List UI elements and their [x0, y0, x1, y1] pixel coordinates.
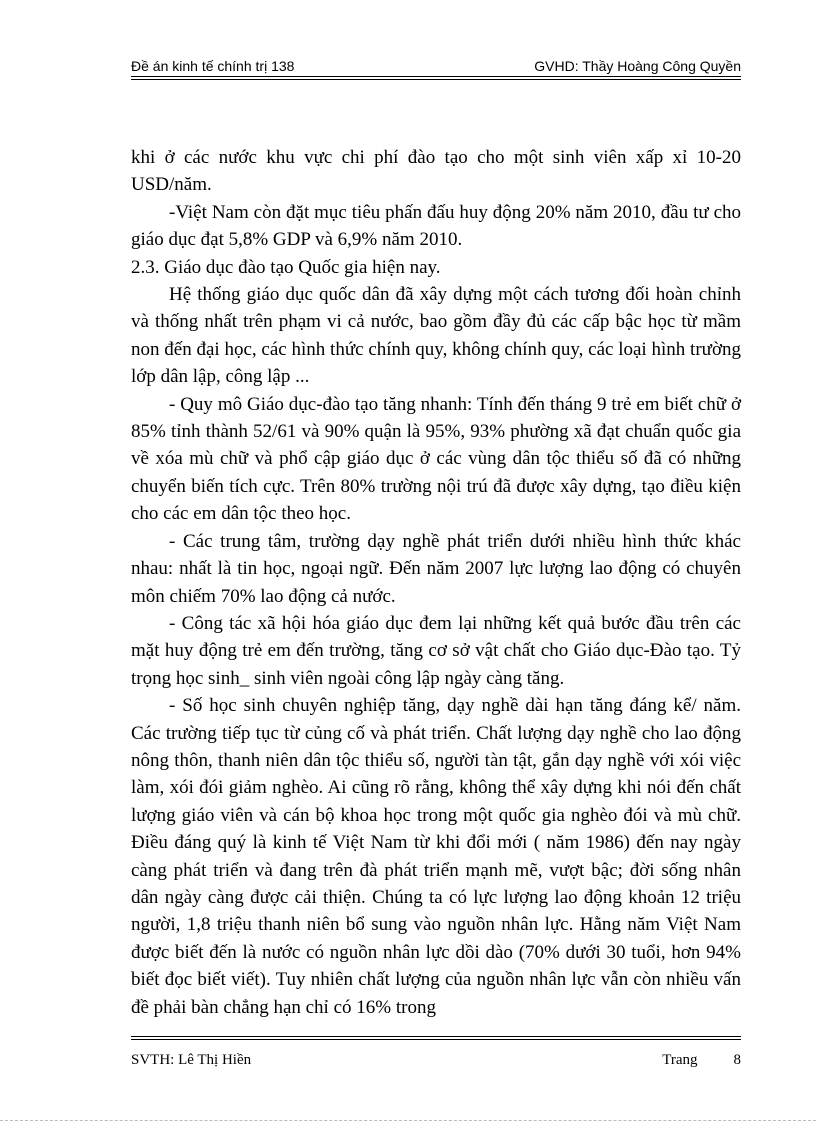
page-number: 8	[733, 1052, 741, 1068]
footer-rule	[131, 1036, 741, 1040]
document-body	[131, 144, 741, 1021]
page-footer	[131, 1052, 741, 1069]
paragraph-students-workforce: - Số học sinh chuyên nghiệp tăng, dạy nghề dài hạn tăng đáng kể/ năm. Các trường tiếp tục từ củng cố và phát triển. Chất lượng dạy nghề cho lao động nông thôn, thanh niên dân tộc thiểu số, người tàn tật, gắn dạy nghề với xói việc làm, xói đói giảm nghèo. Ai cũng rõ rằng, không thể xây dựng khi nói đến chất lượng giáo viên và cán bộ khoa học trong một quốc gia nghèo đói và mù chữ. Điều đáng quý là kinh tế Việt Nam từ khi đổi mới ( năm 1986) đến nay ngày càng phát triển và đang trên đà phát triển mạnh mẽ, vượt bậc; đời sống nhân dân ngày càng được cải thiện. Chúng ta có lực lượng lao động khoản 12 triệu người, 1,8 triệu thanh niên bổ sung vào nguồn nhân lực. Hằng năm Việt Nam được biết đến là nước có nguồn nhân lực dồi dào (70% dưới 30 tuổi, hơn 94% biết đọc biết viết). Tuy nhiên chất lượng của nguồn nhân lực vẫn còn nhiều vấn đề phải bàn chẳng hạn chỉ có 16% trong	[131, 695, 741, 1018]
header-right-advisor: GVHD: Thầy Hoàng Công Quyền	[534, 58, 741, 74]
paragraph-education-system: Hệ thống giáo dục quốc dân đã xây dựng một cách tương đối hoàn chỉnh và thống nhất trên phạm vi cả nước, bao gồm đầy đủ các cấp bậc học từ mầm non đến đại học, các hình thức chính quy, không chính quy, các loại hình trường lớp dân lập, công lập ...	[131, 284, 741, 388]
paragraph-investment-target: -Việt Nam còn đặt mục tiêu phấn đấu huy động 20% năm 2010, đầu tư cho giáo dục đạt 5,8% GDP và 6,9% năm 2010.	[131, 201, 741, 251]
paragraph-socialization: - Công tác xã hội hóa giáo dục đem lại những kết quả bước đầu trên các mặt huy động trẻ em đến trường, tăng cơ sở vật chất cho Giáo dục-Đào tạo. Tỷ trọng học sinh_ sinh viên ngoài công lập ngày càng tăng.	[131, 612, 741, 689]
page-header	[131, 52, 741, 74]
page-label: Trang	[662, 1052, 698, 1068]
page-bottom-edge	[0, 1120, 816, 1121]
paragraph-continuation: khi ở các nước khu vực chi phí đào tạo cho một sinh viên xấp xỉ 10-20 USD/năm.	[131, 147, 741, 196]
footer-student-name: SVTH: Lê Thị Hiền	[131, 1052, 252, 1068]
page-number-block	[662, 1052, 741, 1069]
section-heading: 2.3. Giáo dục đào tạo Quốc gia hiện nay.	[131, 256, 441, 278]
header-left-title: Đề án kinh tế chính trị 138	[131, 58, 295, 74]
paragraph-vocational-centers: - Các trung tâm, trường dạy nghề phát triển dưới nhiều hình thức khác nhau: nhất là tin học, ngoại ngữ. Đến năm 2007 lực lượng lao động có chuyên môn chiếm 70% lao động cả nước.	[131, 530, 741, 607]
header-rule	[131, 76, 741, 80]
paragraph-scale-growth: - Quy mô Giáo dục-đào tạo tăng nhanh: Tính đến tháng 9 trẻ em biết chữ ở 85% tỉnh thành 52/61 và 90% quận là 95%, 93% phường xã đạt chuẩn quốc gia về xóa mù chữ và phổ cập giáo dục ở các vùng dân tộc thiểu số đã có những chuyển biến tích cực. Trên 80% trường nội trú đã được xây dựng, tạo điều kiện cho các em dân tộc theo học.	[131, 393, 741, 525]
